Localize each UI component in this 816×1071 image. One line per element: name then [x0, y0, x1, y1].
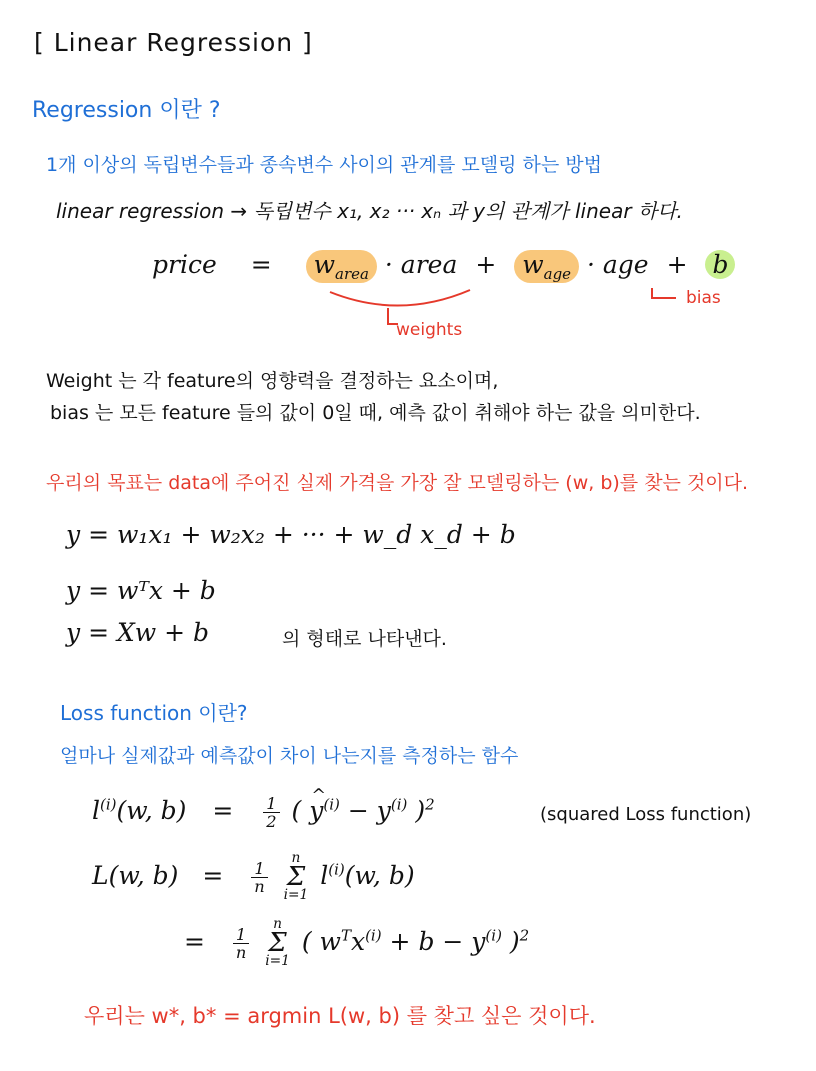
w-area-highlight: $w_{area}$ [306, 250, 377, 283]
total-loss-equation: L(w, b) = $\frac{1}{n}$ n Σ i=1 $l^{(i)}(w$, b) [92, 850, 415, 904]
equation-3: y = Xw + b [66, 618, 210, 647]
half-fraction: $\frac{1}{2}$ [263, 795, 279, 830]
equation-3-note: 의 형태로 나타낸다. [282, 628, 447, 650]
loss-heading: Loss function 이란? [60, 701, 248, 725]
bias-arrow [652, 288, 676, 298]
summation-2: n Σ i=1 [265, 916, 290, 970]
one-over-n: $\frac{1}{n}$ [251, 860, 267, 895]
one-over-n-2: $\frac{1}{n}$ [233, 926, 249, 961]
annotation-arrows [0, 0, 816, 400]
area-term: · area [384, 250, 458, 279]
bias-description: bias 는 모든 feature 들의 값이 0일 때, 예측 값이 취해야 하는 값을 의미한다. [50, 402, 701, 424]
price-label: price [152, 250, 217, 279]
equation-1: y = w₁x₁ + w₂x₂ + ··· + w_d x_d + b [66, 520, 516, 549]
weights-label: weights [396, 320, 463, 340]
weights-brace [330, 290, 470, 306]
goal-statement: 우리의 목표는 data에 주어진 실제 가격을 가장 잘 모델링하는 (w, b)를 찾는 것이다. [46, 472, 749, 494]
summation: n Σ i=1 [283, 850, 309, 904]
w-age-highlight: $w_{age}$ [514, 250, 579, 283]
plus-sign-2: + [666, 250, 688, 279]
age-term: · age [587, 250, 649, 279]
regression-definition: 1개 이상의 독립변수들과 종속변수 사이의 관계를 모델링 하는 방법 [46, 154, 602, 176]
final-statement: 우리는 w*, b* = argmin L(w, b) 를 찾고 싶은 것이다. [84, 1004, 596, 1028]
loss-definition: 얼마나 실제값과 예측값이 차이 나는지를 측정하는 함수 [60, 745, 519, 767]
plus-sign: + [475, 250, 497, 279]
squared-loss-note: (squared Loss function) [540, 804, 752, 825]
sample-loss-equation: $l^{(i)}(w$, b) = $\frac{1}{2}$ ( ^ $y^{(i)} - y^{(i)}$ )$^2$ [92, 795, 435, 830]
expanded-loss-equation: = $\frac{1}{n}$ n Σ i=1 ( $w^Tx^{(i)} + b - y^{(i)}$ )$^2$ [184, 916, 530, 970]
regression-heading: Regression 이란 ? [32, 98, 221, 123]
bias-highlight: b [705, 250, 735, 279]
bias-label: bias [686, 288, 721, 308]
equation-2: y = wᵀx + b [66, 576, 216, 605]
weight-description: Weight 는 각 feature의 영향력을 결정하는 요소이며, [46, 370, 499, 392]
linear-regression-line: linear regression → 독립변수 x₁, x₂ ··· xₙ 과 y의 관계가 linear 하다. [56, 199, 683, 223]
equals-sign: = [250, 250, 272, 279]
page-title: [ Linear Regression ] [34, 28, 313, 57]
